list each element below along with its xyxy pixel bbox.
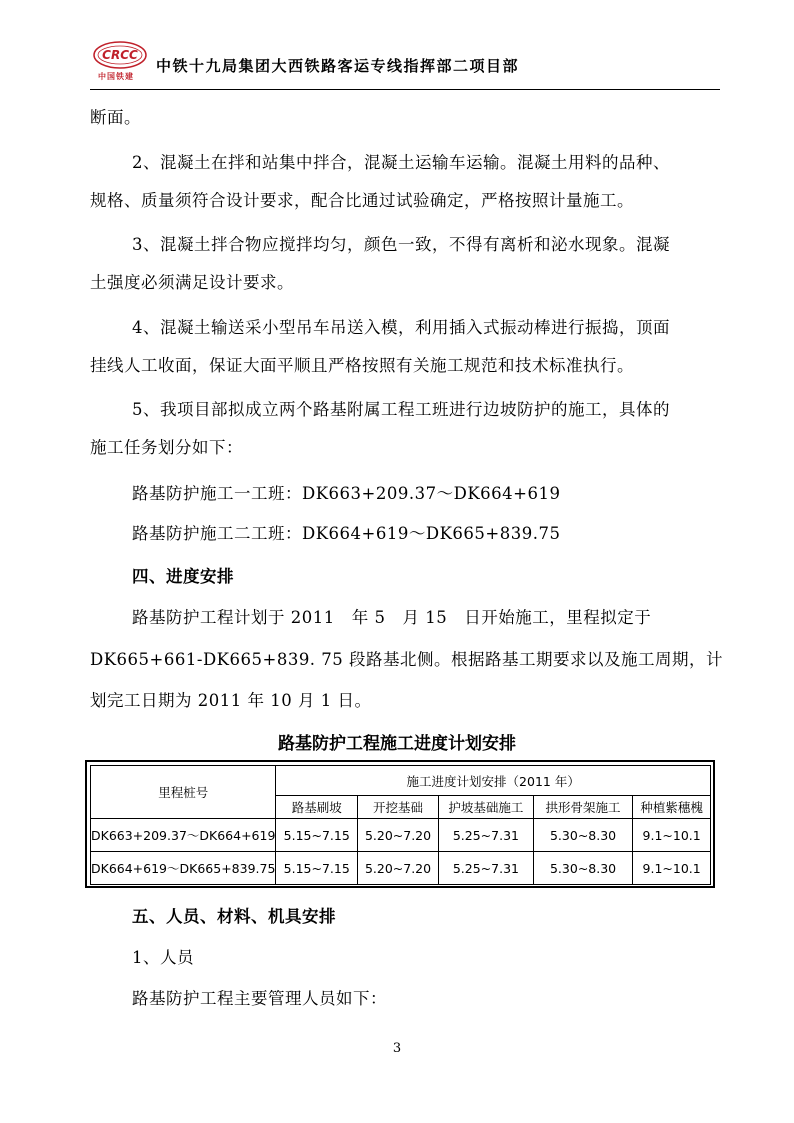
- schedule-table: [90, 765, 711, 885]
- header-col: 护坡基础施工: [438, 796, 533, 819]
- table-cell: 9.1~10.1: [633, 819, 711, 852]
- header-col: 种植紫穗槐: [633, 796, 711, 819]
- paragraph-line: 划完工日期为 2011 年 10 月 1 日。: [90, 691, 372, 710]
- crcc-logo-icon: [90, 40, 150, 72]
- paragraph-line: 路基防护工程计划于 2011 年 5 月 15 日开始施工，里程拟定于: [132, 608, 652, 627]
- paragraph-line: 4、混凝土输送采小型吊车吊送入模，利用插入式振动棒进行振捣，顶面: [132, 318, 670, 337]
- paragraph-line: 5、我项目部拟成立两个路基附属工程工班进行边坡防护的施工，具体的: [132, 400, 670, 419]
- table-row: [91, 819, 711, 852]
- header-col: 拱形骨架施工: [533, 796, 632, 819]
- header-schedule-group: 施工进度计划安排（2011 年）: [276, 766, 711, 796]
- paragraph-line: 2、混凝土在拌和站集中拌合，混凝土运输车运输。混凝土用料的品种、: [132, 153, 670, 172]
- header-col: 开挖基础: [358, 796, 439, 819]
- table-cell: 5.15~7.15: [276, 852, 358, 885]
- crcc-logo: [90, 40, 150, 82]
- table-cell: 5.25~7.31: [438, 852, 533, 885]
- paragraph-line: 施工任务划分如下：: [90, 438, 243, 457]
- table-cell: 5.25~7.31: [438, 819, 533, 852]
- subheading-personnel: 1、人员: [132, 948, 194, 967]
- table-cell: 5.15~7.15: [276, 819, 358, 852]
- team-assignment-1: 路基防护施工一工班：DK663+209.37～DK664+619: [132, 484, 561, 503]
- table-cell: 5.30~8.30: [533, 819, 632, 852]
- paragraph-line: 土强度必须满足设计要求。: [90, 273, 294, 292]
- paragraph-line: 规格、质量须符合设计要求，配合比通过试验确定，严格按照计量施工。: [90, 191, 634, 210]
- paragraph-line: 挂线人工收面，保证大面平顺且严格按照有关施工规范和技术标准执行。: [90, 356, 634, 375]
- section-heading-resources: 五、人员、材料、机具安排: [132, 907, 336, 926]
- header-col: 路基刷坡: [276, 796, 358, 819]
- cell-mileage: DK663+209.37～DK664+619: [91, 819, 276, 852]
- cell-mileage: DK664+619～DK665+839.75: [91, 852, 276, 885]
- header-mileage: 里程桩号: [91, 766, 276, 819]
- page-header: [90, 40, 720, 90]
- team-assignment-2: 路基防护施工二工班：DK664+619～DK665+839.75: [132, 524, 561, 543]
- table-cell: 5.20~7.20: [358, 819, 439, 852]
- section-heading-schedule: 四、进度安排: [132, 567, 234, 586]
- table-title: 路基防护工程施工进度计划安排: [278, 734, 516, 754]
- paragraph-line: DK665+661-DK665+839. 75 段路基北侧。根据路基工期要求以及施工周期，计: [90, 650, 724, 669]
- page-number: 3: [392, 1041, 402, 1056]
- header-divider: [90, 89, 720, 90]
- paragraph-line: 断面。: [90, 108, 141, 127]
- header-title: 中铁十九局集团大西铁路客运专线指挥部二项目部: [156, 57, 520, 75]
- logo-caption: 中国铁建: [98, 72, 134, 81]
- paragraph-line: 3、混凝土拌合物应搅拌均匀，颜色一致，不得有离析和泌水现象。混凝: [132, 235, 670, 254]
- svg-text:CRCC: CRCC: [102, 48, 138, 62]
- table-cell: 5.20~7.20: [358, 852, 439, 885]
- table-row: [91, 852, 711, 885]
- paragraph-line: 路基防护工程主要管理人员如下：: [132, 989, 387, 1008]
- table-cell: 5.30~8.30: [533, 852, 632, 885]
- table-cell: 9.1~10.1: [633, 852, 711, 885]
